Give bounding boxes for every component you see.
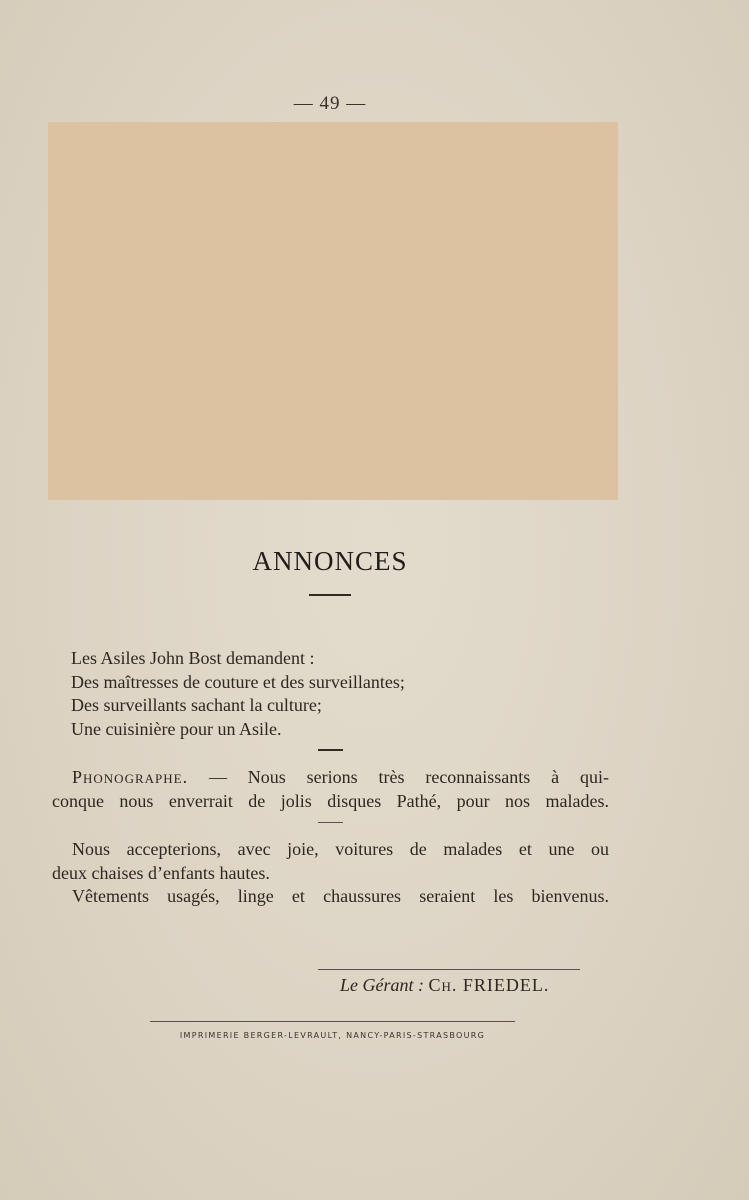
request-item: Des surveillants sachant la culture; xyxy=(71,695,322,715)
heading-rule xyxy=(309,594,351,596)
gerant-signature xyxy=(340,975,570,996)
section-divider xyxy=(318,749,343,751)
page-number: — 49 — xyxy=(293,93,367,114)
signature-rule xyxy=(318,969,580,970)
clothes-line: Vêtements usagés, linge et chaussures seraient les bienvenus. xyxy=(72,886,609,906)
gerant-name: Ch. FRIEDEL. xyxy=(428,975,550,995)
phonographe-text: — Nous serions très reconnaissants à qui- xyxy=(208,767,609,787)
section-heading: ANNONCES xyxy=(252,546,408,576)
illustration-placeholder xyxy=(48,122,618,500)
request-intro: Les Asiles John Bost demandent : xyxy=(71,648,315,668)
phonographe-line-2: conque nous enverrait de jolis disques Pathé, pour nos malades. xyxy=(52,791,609,811)
imprint-line: IMPRIMERIE BERGER-LEVRAULT, NANCY-PARIS-STRASBOURG xyxy=(179,1031,486,1040)
phonographe-label: Phonographe. xyxy=(72,767,189,787)
section-divider xyxy=(318,822,343,823)
request-item: Une cuisinière pour un Asile. xyxy=(71,719,282,739)
gerant-label: Le Gérant : xyxy=(340,975,424,995)
phonographe-line-1 xyxy=(72,766,609,788)
imprint-rule xyxy=(150,1021,515,1022)
accept-line-2: deux chaises d’enfants hautes. xyxy=(52,863,270,883)
request-item: Des maîtresses de couture et des surveillantes; xyxy=(71,672,405,692)
accept-line-1: Nous accepterions, avec joie, voitures de malades et une ou xyxy=(72,839,609,859)
